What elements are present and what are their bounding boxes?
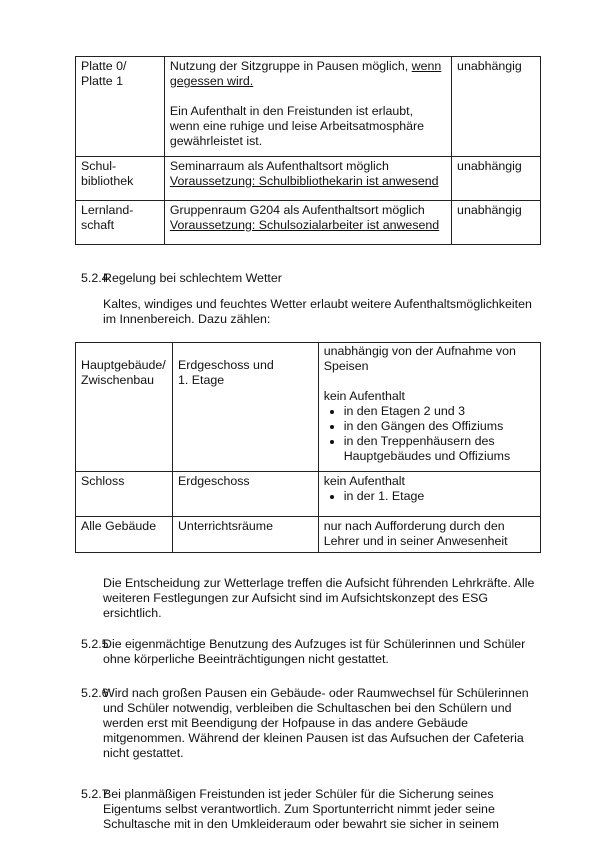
section-text: Die eigenmächtige Benutzung des Aufzuges ist für Schülerinnen und Schüler ohne körperliche Beeinträchtigungen nicht gestattet.: [103, 637, 526, 666]
weather-table: [75, 342, 541, 553]
rule-text: kein Aufenthalt: [323, 474, 405, 488]
section-number: 5.2.7: [81, 787, 109, 801]
usage-extra: Ein Aufenthalt in den Freistunden ist erlaubt, wenn eine ruhige und leise Arbeitsatmosphäre gewährleistet ist.: [169, 104, 425, 148]
rule-cell: nur nach Aufforderung durch den Lehrer und in seiner Anwesenheit: [318, 517, 540, 553]
table-row: [76, 517, 541, 553]
rule-cell: [318, 472, 540, 517]
section-text: Wird nach großen Pausen ein Gebäude- oder Raumwechsel für Schülerinnen und Schüler notwendig, verbleiben die Schultaschen bei den Schülern und werden erst mit Beendigung der Hofpause in das andere Gebäude mitgenommen. Während der kleinen Pausen ist das Aufsuchen der Cafeteria nicht gestattet.: [103, 686, 529, 760]
usage-text: Gruppenraum G204 als Aufenthaltsort möglich: [169, 203, 425, 217]
floor-cell: Erdgeschoss: [172, 472, 318, 517]
area-cell: Lernland- schaft: [76, 201, 165, 245]
usage-cell: [164, 57, 451, 157]
usage-cell: [164, 201, 451, 245]
usage-cell: [164, 157, 451, 201]
building-cell: Hauptgebäude/ Zwischenbau: [76, 343, 173, 472]
usage-underlined: wenn gegessen wird.: [169, 59, 442, 88]
usage-underlined: Voraussetzung: Schulbibliothekarin ist anwesend: [169, 174, 439, 188]
list-item: • in der 1. Etage: [344, 489, 535, 504]
weather-decision-text: Die Entscheidung zur Wetterlage treffen die Aufsicht führenden Lehrkräfte. Alle weiteren Festlegungen zur Aufsicht sind im Aufsichtskonzept des ESG ersichtlich.: [103, 576, 535, 620]
table-row: [76, 343, 541, 472]
condition-cell: unabhängig: [452, 57, 541, 157]
condition-cell: unabhängig: [452, 157, 541, 201]
area-cell: Schul- bibliothek: [76, 157, 165, 201]
rule-list: [324, 489, 535, 504]
section-title: Regelung bei schlechtem Wetter: [103, 271, 282, 285]
rule-cell: [318, 343, 540, 472]
list-item: • in den Gängen des Offiziums: [344, 419, 535, 434]
building-cell: Alle Gebäude: [76, 517, 173, 553]
usage-text: Nutzung der Sitzgruppe in Pausen möglich,: [169, 59, 412, 73]
list-item: • in den Treppenhäusern des Hauptgebäudes und Offiziums: [344, 434, 535, 464]
table-row: [76, 201, 541, 245]
section-number: 5.2.4: [81, 271, 109, 285]
section-text: Bei planmäßigen Freistunden ist jeder Schüler für die Sicherung seines Eigentums selbst verantwortlich. Zum Sportunterricht nimmt jeder seine Schultasche mit in den Umkleideraum oder bewahrt sie sicher in seinem: [103, 787, 499, 831]
rule-list: [324, 404, 535, 464]
section-number: 5.2.6: [81, 686, 109, 700]
table-row: [76, 57, 541, 157]
rule-text: unabhängig von der Aufnahme von Speisen: [323, 344, 516, 373]
floor-cell: Unterrichtsräume: [172, 517, 318, 553]
area-cell: Platte 0/ Platte 1: [76, 57, 165, 157]
table-row: [76, 157, 541, 201]
usage-text: Seminarraum als Aufenthaltsort möglich: [169, 159, 389, 173]
condition-cell: unabhängig: [452, 201, 541, 245]
section-524-intro: Kaltes, windiges und feuchtes Wetter erlaubt weitere Aufenthaltsmöglichkeiten im Innenbereich. Dazu zählen:: [103, 297, 532, 326]
table-row: [76, 472, 541, 517]
building-cell: Schloss: [76, 472, 173, 517]
list-item: • in den Etagen 2 und 3: [344, 404, 535, 419]
rule-text: kein Aufenthalt: [323, 389, 405, 403]
rooms-table: [75, 56, 541, 245]
usage-underlined: Voraussetzung: Schulsozialarbeiter ist anwesend: [169, 218, 440, 232]
section-number: 5.2.5: [81, 637, 109, 651]
floor-cell: Erdgeschoss und 1. Etage: [172, 343, 318, 472]
